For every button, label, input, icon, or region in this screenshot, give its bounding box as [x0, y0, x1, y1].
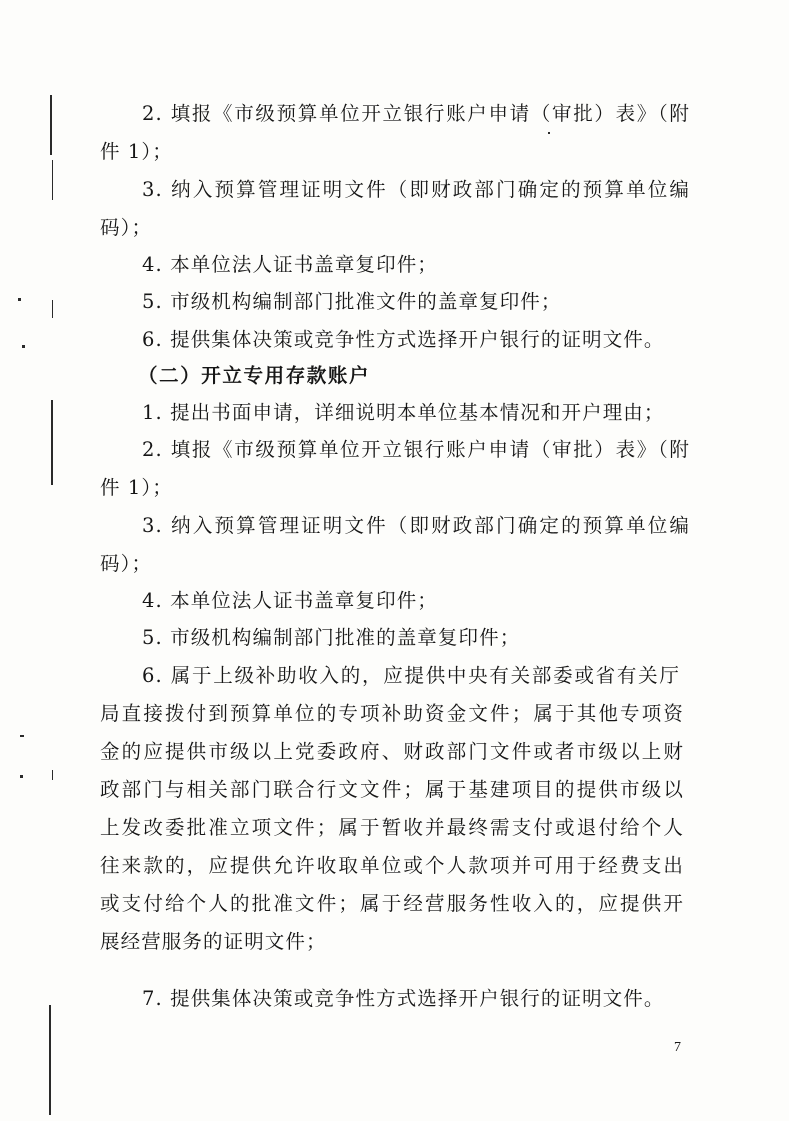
scan-mark: [20, 775, 23, 778]
scan-mark: [50, 95, 52, 155]
item-text: 6. 提供集体决策或竞争性方式选择开户银行的证明文件。: [142, 328, 665, 351]
item-text: 2. 填报《市级预算单位开立银行账户申请（审批）表》（附: [142, 102, 690, 125]
section-heading: （二）开立专用存款账户: [138, 364, 371, 387]
scan-mark: [548, 132, 550, 134]
item-text: 政部门与相关部门联合行文文件；属于基建项目的提供市级以: [100, 778, 684, 801]
item-text: 2. 填报《市级预算单位开立银行账户申请（审批）表》（附: [142, 438, 690, 461]
scan-mark: [51, 400, 53, 485]
item-text: 3. 纳入预算管理证明文件（即财政部门确定的预算单位编: [142, 514, 690, 537]
scan-mark: [22, 345, 25, 348]
item-text: 6. 属于上级补助收入的，应提供中央有关部委或省有关厅: [142, 664, 680, 687]
item-text: 5. 市级机构编制部门批准的盖章复印件；: [142, 626, 521, 649]
item-text: 或支付给个人的批准文件；属于经营服务性收入的，应提供开: [100, 892, 684, 915]
item-text: 往来款的，应提供允许收取单位或个人款项并可用于经费支出: [100, 854, 684, 877]
item-text: 件 1）；: [100, 140, 173, 163]
item-text: 金的应提供市级以上党委政府、财政部门文件或者市级以上财: [100, 740, 684, 763]
item-text: 4. 本单位法人证书盖章复印件；: [142, 253, 438, 276]
item-text: 展经营服务的证明文件；: [100, 930, 327, 953]
item-text: 5. 市级机构编制部门批准文件的盖章复印件；: [142, 290, 562, 313]
item-text: 码）；: [100, 216, 153, 239]
item-text: 7. 提供集体决策或竞争性方式选择开户银行的证明文件。: [142, 987, 665, 1010]
item-text: 上发改委批准立项文件；属于暂收并最终需支付或退付给个人: [100, 816, 684, 839]
item-text: 码）；: [100, 552, 153, 575]
item-text: 件 1）；: [100, 476, 173, 499]
item-text: 4. 本单位法人证书盖章复印件；: [142, 589, 438, 612]
scan-mark: [49, 1005, 51, 1115]
scan-mark: [52, 300, 53, 318]
page-number: 7: [674, 1040, 681, 1055]
scan-mark: [52, 160, 53, 200]
item-text: 局直接拨付到预算单位的专项补助资金文件；属于其他专项资: [100, 702, 684, 725]
scan-mark: [18, 298, 21, 301]
item-text: 3. 纳入预算管理证明文件（即财政部门确定的预算单位编: [142, 178, 690, 201]
scan-mark: [52, 770, 53, 780]
item-text: 1. 提出书面申请，详细说明本单位基本情况和开户理由；: [142, 401, 665, 424]
scan-mark: [20, 735, 24, 737]
